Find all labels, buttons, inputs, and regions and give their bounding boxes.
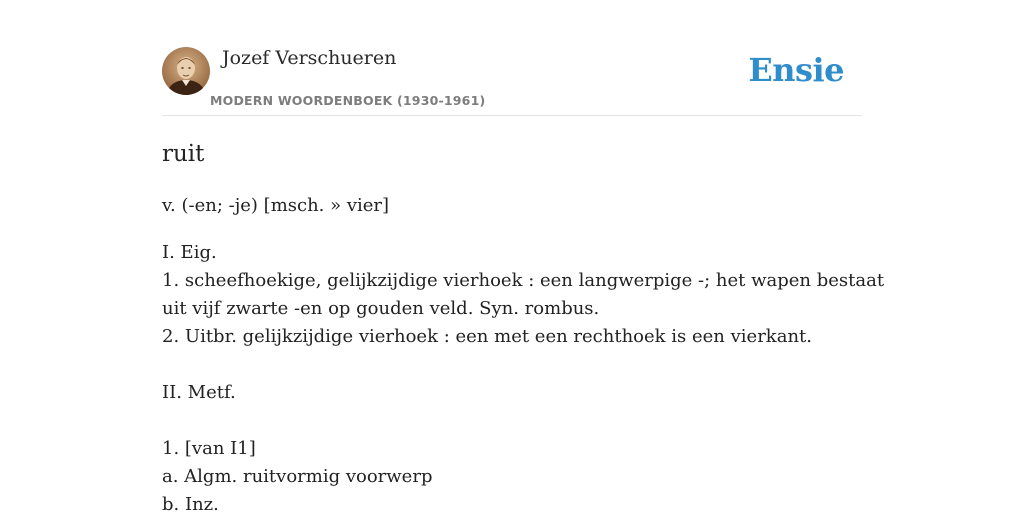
- entry-title: ruit: [162, 141, 205, 167]
- definition-line: uit vijf zwarte -en op gouden veld. Syn. rombus.: [162, 298, 600, 319]
- ensie-logo[interactable]: Ensie: [748, 51, 844, 89]
- definition-line: 1. [van I1]: [162, 438, 256, 459]
- definition-line: 1. scheefhoekige, gelijkzijdige vierhoek : een langwerpige -; het wapen bestaat: [162, 270, 885, 291]
- portrait-photo-icon: [162, 47, 210, 95]
- definition-line: II. Metf.: [162, 382, 236, 403]
- author-avatar[interactable]: [162, 47, 210, 95]
- paragraph-gap: [162, 351, 862, 379]
- entry-header: [162, 44, 862, 116]
- definition-line: b. Inz.: [162, 494, 219, 512]
- grammar-info: v. (-en; -je) [msch. » vier]: [162, 195, 390, 216]
- author-name[interactable]: Jozef Verschueren: [222, 47, 397, 69]
- dictionary-name[interactable]: MODERN WOORDENBOEK (1930-1961): [210, 93, 486, 108]
- definition-line: 2. Uitbr. gelijkzijdige vierhoek : een met een rechthoek is een vierkant.: [162, 326, 812, 347]
- paragraph-gap: [162, 407, 862, 435]
- definition-text: [162, 239, 885, 512]
- definition-line: a. Algm. ruitvormig voorwerp: [162, 466, 433, 487]
- definition-line: I. Eig.: [162, 242, 217, 263]
